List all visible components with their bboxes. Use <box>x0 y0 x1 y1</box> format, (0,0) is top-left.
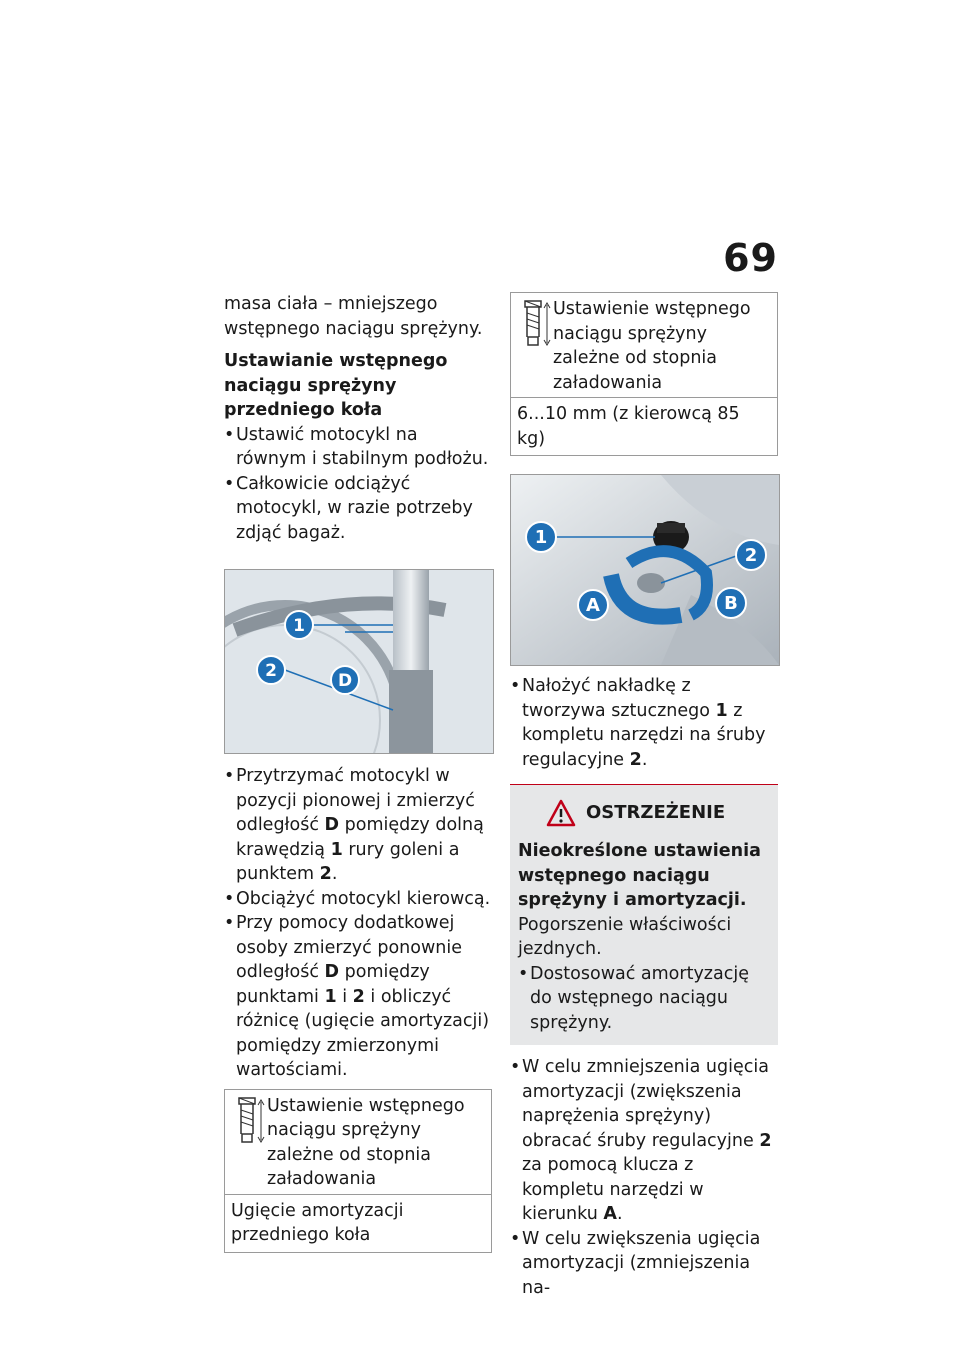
spec-title: Ustawienie wstępnego naciągu sprężyny zależne od stopnia załadowania <box>267 1095 465 1189</box>
preload-adjust-illustration <box>511 475 779 665</box>
right-column <box>510 292 778 1300</box>
spring-preload-icon <box>517 297 553 349</box>
section-heading: Ustawianie wstępnego naciągu sprężyny przedniego koła <box>224 351 448 420</box>
intro-text: masa ciała – mniejszego wstępnego naciągu sprężyny. <box>224 294 483 339</box>
spec-box <box>510 292 778 456</box>
bullet-list-d <box>510 1055 778 1300</box>
spec-value: 6...10 mm (z kierowcą 85 kg) <box>511 397 777 455</box>
spec-title: Ustawienie wstępnego naciągu sprężyny zależne od stopnia załadowania <box>553 299 751 393</box>
warning-title: OSTRZEŻENIE <box>586 801 726 823</box>
list-item: • Obciążyć motocykl kierowcą. <box>224 887 492 912</box>
warning-text: Pogorszenie właściwości jezdnych. <box>518 914 732 959</box>
marker-d-label: D <box>337 671 353 691</box>
list-item: • Ustawić motocykl na równym i stabilnym podłożu. <box>224 423 492 472</box>
bullet-list-b <box>224 764 492 1083</box>
marker-1-label: 1 <box>293 616 305 636</box>
marker-1-label: 1 <box>534 527 548 548</box>
list-item: • Przy pomocy dodatkowej osoby zmierzyć ponownie odległość D pomiędzy punktami 1 i 2 i obliczyć różnicę (ugięcie amortyzacji) pomiędzy zmierzonymi wartościami. <box>224 911 492 1083</box>
fork-measurement-illustration <box>225 570 493 753</box>
marker-2-label: 2 <box>265 661 277 681</box>
fork-tube <box>393 570 429 670</box>
marker-2-label: 2 <box>744 545 758 566</box>
bullet-list-a <box>224 423 492 546</box>
warning-triangle-icon <box>546 799 576 827</box>
warning-bullets <box>518 962 770 1036</box>
list-item: • W celu zwiększenia ugięcia amortyzacji (zmniejszenia na- <box>510 1227 778 1301</box>
list-item: • Nałożyć nakładkę z tworzywa sztucznego 1 z kompletu narzędzi na śruby regulacyjne 2. <box>510 674 778 772</box>
list-item: • W celu zmniejszenia ugięcia amortyzacji (zwiększenia naprężenia sprężyny) obracać śruby regulacyjne 2 za pomocą klucza z kompletu narzędzi w kierunku A. <box>510 1055 778 1227</box>
spec-box <box>224 1089 492 1253</box>
warning-box <box>510 784 778 1045</box>
bullet-list-c <box>510 674 778 772</box>
spring-preload-icon <box>231 1094 267 1146</box>
spec-value: Ugięcie amortyzacji przedniego koła <box>225 1194 491 1252</box>
left-column <box>224 292 492 1253</box>
preload-adjust-figure <box>510 474 780 666</box>
list-item: • Przytrzymać motocykl w pozycji pionowej i zmierzyć odległość D pomiędzy dolną krawędzią 1 rury goleni a punktem 2. <box>224 764 492 887</box>
page-number: 69 <box>723 236 778 280</box>
list-item: • Dostosować amortyzację do wstępnego naciągu sprężyny. <box>518 962 770 1036</box>
list-item: • Całkowicie odciążyć motocykl, w razie potrzeby zdjąć bagaż. <box>224 472 492 546</box>
marker-b-label: B <box>724 593 738 614</box>
fork-measurement-figure <box>224 569 494 754</box>
fork-slider <box>389 670 433 753</box>
marker-a-label: A <box>586 595 600 616</box>
warning-headline: Nieokreślone ustawienia wstępnego naciągu sprężyny i amortyzacji. <box>518 841 761 910</box>
adjuster-screw <box>637 573 665 593</box>
